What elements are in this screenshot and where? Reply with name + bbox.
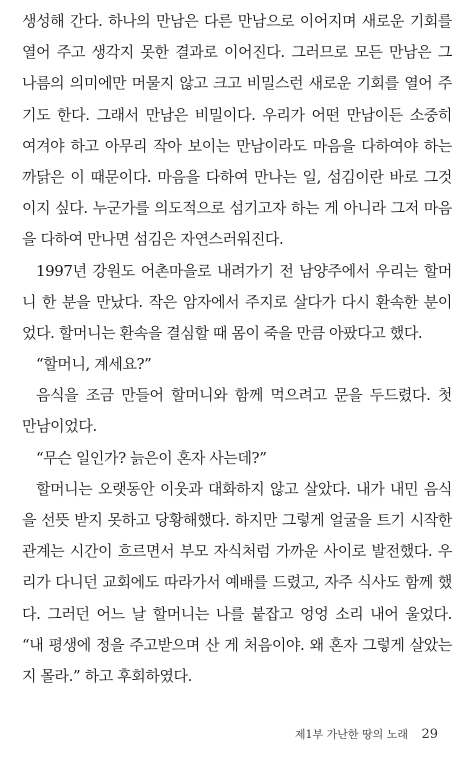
- text-line: 나름의 의미에만 머물지 않고 크고 비밀스런 새로운 기회를 열어 주: [22, 74, 452, 93]
- text-line: 생성해 간다. 하나의 만남은 다른 만남으로 이어지며 새로운 기회를: [22, 12, 452, 30]
- dialogue-line: “할머니, 계세요?”: [36, 355, 152, 374]
- text-line: 여겨야 하고 아무리 작아 보이는 만남이라도 마음을 다하여야 하는: [22, 136, 452, 155]
- text-line: 1997년 강원도 어촌마을로 내려가기 전 남양주에서 우리는 할머: [36, 261, 452, 280]
- text-line: 까닭은 이 때문이다. 마음을 다하여 만나는 일, 섬김이란 바로 그것: [22, 167, 452, 186]
- text-line: 열어 주고 생각지 못한 결과로 이어진다. 그러므로 모든 만남은 그: [22, 43, 452, 62]
- text-line: 었다. 할머니는 환속을 결심할 때 몸이 죽을 만큼 아팠다고 했다.: [22, 323, 423, 342]
- text-line: 만남이었다.: [22, 417, 97, 436]
- text-line: 음식을 조금 만들어 할머니와 함께 먹으려고 문을 두드렸다. 첫: [36, 386, 452, 405]
- page-footer: [295, 726, 438, 742]
- text-line: 을 다하여 만나면 섬김은 자연스러워진다.: [22, 230, 284, 249]
- text-line: 지 몰라.” 하고 후회하였다.: [22, 666, 193, 685]
- text-line: 이지 싶다. 누군가를 의도적으로 섬기고자 하는 게 아니라 그저 마음: [22, 199, 452, 218]
- text-line: 관계는 시간이 흐르면서 부모 자식처럼 가까운 사이로 발전했다. 우: [22, 542, 452, 561]
- dialogue-line: “무슨 일인가? 늙은이 혼자 사는데?”: [36, 448, 267, 467]
- text-line: 기도 한다. 그래서 만남은 비밀이다. 우리가 어떤 만남이든 소중히: [22, 105, 452, 124]
- text-line: 니 한 분을 만났다. 작은 암자에서 주지로 살다가 다시 환속한 분이: [22, 292, 452, 311]
- page-body: [22, 6, 452, 692]
- text-line: 리가 다니던 교회에도 따라가서 예배를 드렸고, 자주 식사도 함께 했: [22, 573, 452, 592]
- text-line: 다. 그러던 어느 날 할머니는 나를 붙잡고 엉엉 소리 내어 울었다.: [22, 604, 452, 623]
- text-line: “내 평생에 정을 주고받으며 산 게 처음이야. 왜 혼자 그렇게 살았는: [22, 635, 452, 654]
- section-title: 제1부 가난한 땅의 노래: [294, 728, 408, 741]
- page-number: 29: [421, 727, 438, 742]
- text-line: 을 선뜻 받지 못하고 당황해했다. 하지만 그렇게 얼굴을 트기 시작한: [22, 511, 452, 529]
- text-line: 할머니는 오랫동안 이웃과 대화하지 않고 살았다. 내가 내민 음식: [36, 479, 452, 498]
